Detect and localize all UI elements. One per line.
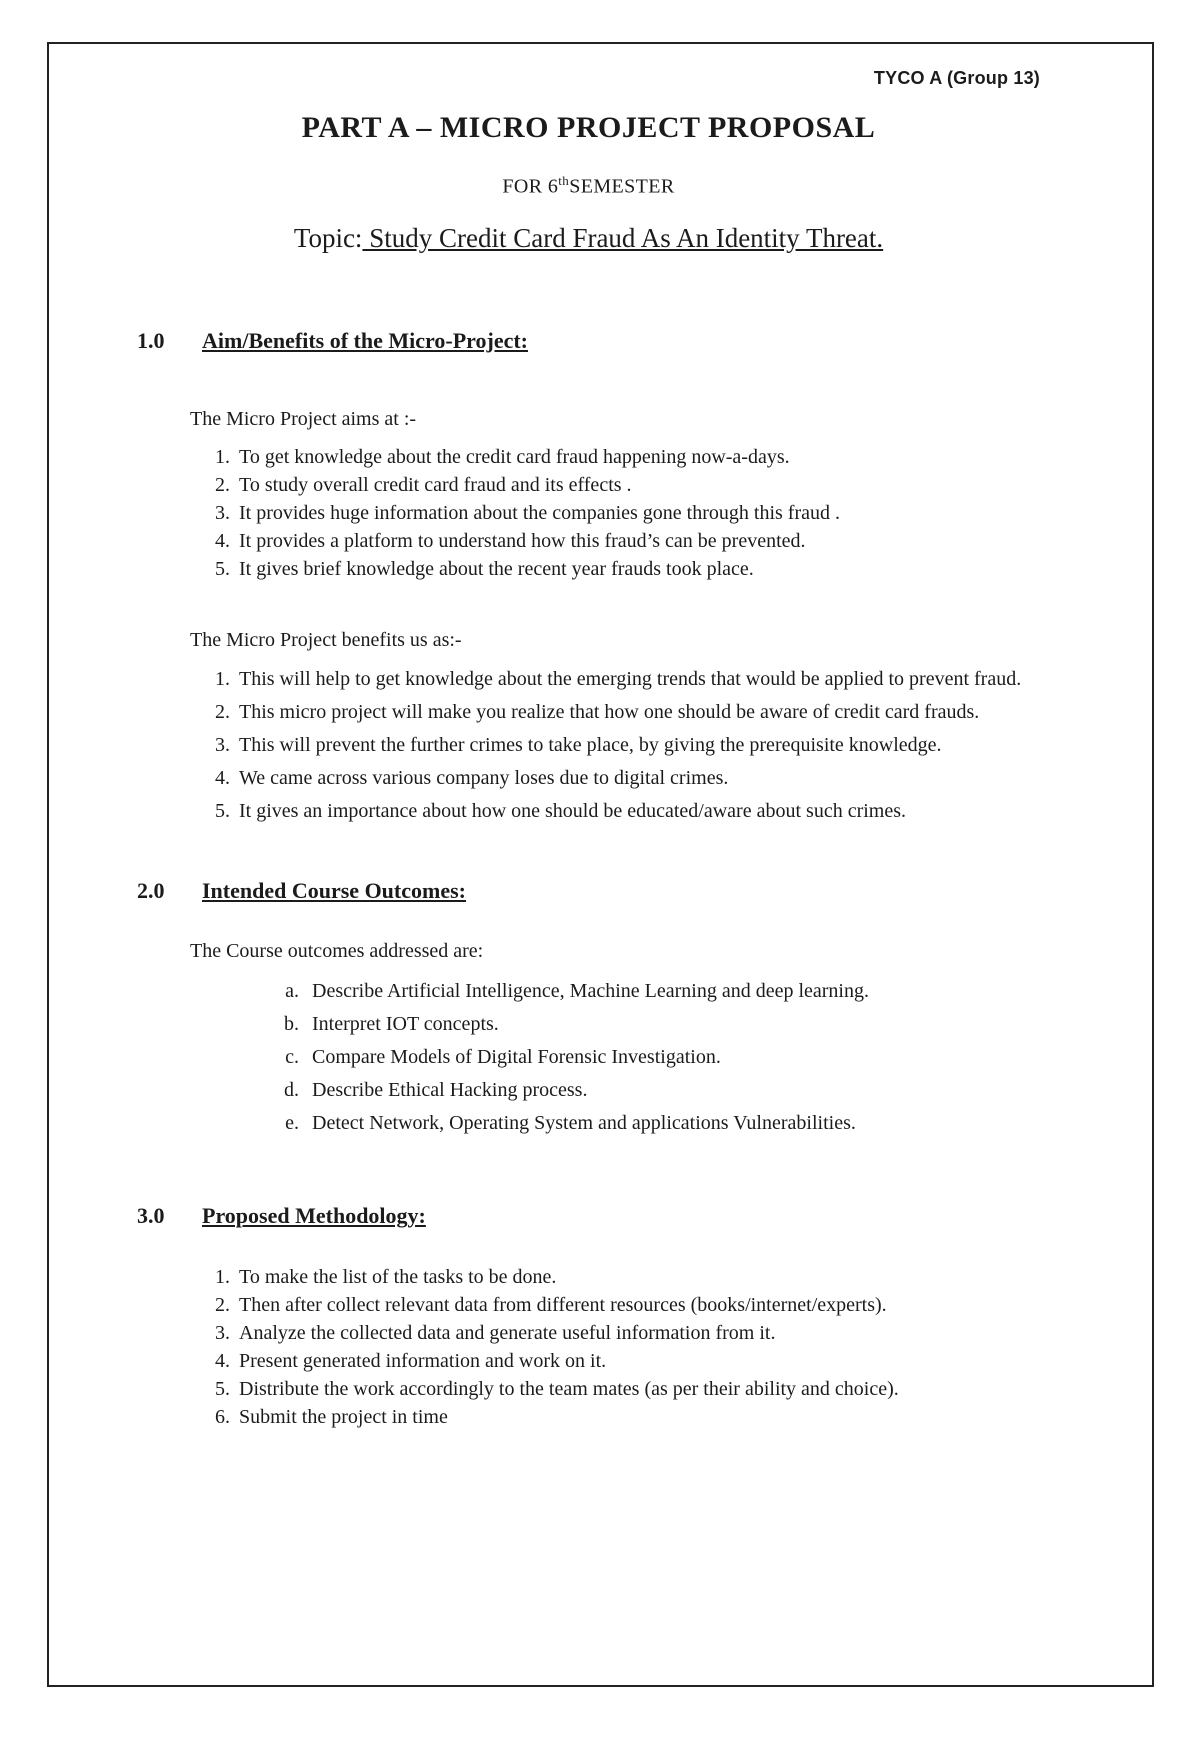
benefits-intro: The Micro Project benefits us as:- xyxy=(190,628,462,651)
methodology-list xyxy=(137,1263,1040,1431)
section-3-number: 3.0 xyxy=(137,1202,165,1228)
list-item: 3. This will prevent the further crimes to take place, by giving the prerequisite knowledge. xyxy=(235,730,1040,760)
semester-line xyxy=(137,173,1040,199)
header-tag: TYCO A (Group 13) xyxy=(873,68,1040,88)
topic-line xyxy=(137,223,1040,254)
semester-prefix: FOR 6 xyxy=(502,175,559,198)
list-item: 1. To make the list of the tasks to be done. xyxy=(235,1263,1040,1291)
semester-suffix: SEMESTER xyxy=(569,175,675,198)
list-item: e. Detect Network, Operating System and applications Vulnerabilities. xyxy=(304,1109,1040,1137)
list-item: 2. This micro project will make you realize that how one should be aware of credit card frauds. xyxy=(235,697,1040,727)
list-item: 4. It provides a platform to understand how this fraud’s can be prevented. xyxy=(235,527,1040,555)
outcomes-intro: The Course outcomes addressed are: xyxy=(190,939,484,962)
section-2-number: 2.0 xyxy=(137,877,165,903)
document-page xyxy=(47,42,1154,1687)
list-item: 3. It provides huge information about the companies gone through this fraud . xyxy=(235,499,1040,527)
section-3-title: Proposed Methodology: xyxy=(202,1202,426,1228)
section-3-heading xyxy=(137,1203,1040,1229)
aims-intro: The Micro Project aims at :- xyxy=(190,407,417,430)
document-title: PART A – MICRO PROJECT PROPOSAL xyxy=(301,111,876,144)
list-item: d. Describe Ethical Hacking process. xyxy=(304,1076,1040,1104)
list-item: 6. Submit the project in time xyxy=(235,1403,1040,1431)
list-item: 5. It gives brief knowledge about the recent year frauds took place. xyxy=(235,555,1040,583)
list-item: 4. Present generated information and work on it. xyxy=(235,1347,1040,1375)
list-item: a. Describe Artificial Intelligence, Machine Learning and deep learning. xyxy=(304,977,1040,1005)
aims-list xyxy=(137,443,1040,583)
section-2-heading xyxy=(137,878,1040,904)
list-item: b. Interpret IOT concepts. xyxy=(304,1010,1040,1038)
semester-ordinal: th xyxy=(558,173,570,188)
section-1-heading xyxy=(137,328,1040,354)
list-item: 5. Distribute the work accordingly to the team mates (as per their ability and choice). xyxy=(235,1375,1040,1403)
list-item: 2. To study overall credit card fraud and its effects . xyxy=(235,471,1040,499)
list-item: 2. Then after collect relevant data from different resources (books/internet/experts). xyxy=(235,1291,1040,1319)
section-1-number: 1.0 xyxy=(137,327,165,353)
list-item: 1. To get knowledge about the credit card fraud happening now-a-days. xyxy=(235,443,1040,471)
outcomes-list xyxy=(137,977,1040,1137)
topic-value: Study Credit Card Fraud As An Identity Threat. xyxy=(362,222,884,253)
list-item: 3. Analyze the collected data and generate useful information from it. xyxy=(235,1319,1040,1347)
section-2-title: Intended Course Outcomes: xyxy=(202,877,466,903)
benefits-list xyxy=(137,664,1040,826)
section-1-title: Aim/Benefits of the Micro-Project: xyxy=(202,327,529,353)
list-item: 4. We came across various company loses due to digital crimes. xyxy=(235,763,1040,793)
topic-label: Topic: xyxy=(293,222,363,253)
list-item: 5. It gives an importance about how one should be educated/aware about such crimes. xyxy=(235,796,1040,826)
list-item: 1. This will help to get knowledge about the emerging trends that would be applied to prevent fraud. xyxy=(235,664,1040,694)
list-item: c. Compare Models of Digital Forensic Investigation. xyxy=(304,1043,1040,1071)
